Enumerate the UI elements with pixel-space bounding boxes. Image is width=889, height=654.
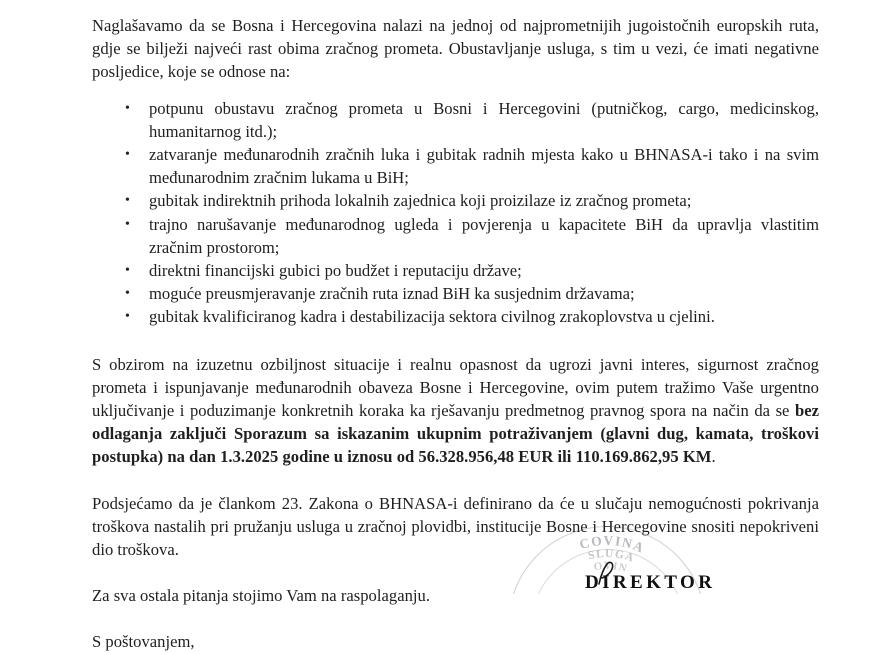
list-item-text: gubitak indirektnih prihoda lokalnih zajednica koji proizilaze iz zračnog prometa;: [149, 191, 692, 211]
bullet-icon: •: [125, 193, 130, 209]
spacer: [92, 469, 819, 492]
spacer: [92, 329, 819, 353]
reminder-paragraph: Podsjećamo da je člankom 23. Zakona o BHNASA-i definirano da će u slučaju nemogućnosti pokrivanja troškova nastalih pri pružanju usluga u zračnoj plovidbi, institucije Bosne i Hercegovine snositi nepokriveni dio troškova.: [92, 493, 819, 560]
request-tail-text: .: [711, 447, 716, 467]
spacer: [92, 607, 819, 630]
request-emphasis-text: bez odlaganja zaključi Sporazum sa iskazanim ukupnim potraživanjem (glavni dug, kamata, troškovi postupka) na dan 1.3.2025 godine u iznosu od 56.328.956,48 EUR ili 110.169.862,95 KM: [92, 401, 819, 467]
closing-offer-paragraph: Za sva ostala pitanja stojimo Vam na raspolaganju.: [92, 586, 431, 606]
intro-paragraph: Naglašavamo da se Bosna i Hercegovina nalazi na jednoj od najprometnijih jugoistočnih europskih ruta, gdje se bilježi najveći rast obima zračnog prometa. Obustavljanje usluga, s tim u vezi, će imati negativne posljedice, koje se odnose na:: [92, 16, 819, 82]
list-item-text: gubitak kvalificiranog kadra i destabilizacija sektora civilnog zrakoplovstva u cjelini.: [149, 307, 715, 327]
bullet-icon: •: [125, 263, 130, 279]
list-item: [92, 189, 819, 212]
list-item: [92, 259, 819, 282]
list-item: [92, 213, 819, 259]
list-item-text: potpunu obustavu zračnog prometa u Bosni i Hercegovini (putničkog, cargo, medicinskog, humanitarnog itd.);: [149, 98, 819, 141]
list-item: [92, 282, 819, 305]
request-lead-text: S obzirom na izuzetnu ozbiljnost situacije i realnu opasnost da ugrozi javni interes, sigurnost zračnog prometa i ispunjavanje međunarodnih obaveza Bosne i Hercegovine, ovim putem tražimo Vaše urgentno uključivanje i poduzimanje konkretnih koraka ka rješavanju predmetnog pravnog spora na način da se: [92, 354, 819, 421]
consequences-list: [92, 97, 819, 329]
document-body: [92, 14, 819, 654]
request-paragraph: [92, 353, 819, 469]
list-item-text: moguće preusmjeravanje zračnih ruta iznad BiH ka susjednim državama;: [149, 284, 635, 304]
director-title: DIREKTOR: [585, 572, 716, 593]
bullet-icon: •: [125, 286, 130, 302]
bullet-icon: •: [125, 147, 130, 163]
list-item-text: trajno narušavanje međunarodnog ugleda i povjerenja u kapacitete BiH da upravlja vlastitim zračnim prostorom;: [149, 214, 819, 257]
valediction: S poštovanjem,: [92, 632, 195, 652]
list-item: [92, 97, 819, 143]
bullet-icon: •: [125, 309, 130, 325]
list-item-text: zatvaranje međunarodnih zračnih luka i gubitak radnih mjesta kako u BHNASA-i tako i na svim međunarodnim zračnim lukama u BiH;: [149, 145, 819, 188]
seal-arc-line-2: SLUGA: [587, 547, 637, 565]
list-item-text: direktni financijski gubici po budžet i reputaciju države;: [149, 261, 522, 281]
seal-arc-line-3: OVIN: [592, 559, 629, 576]
seal-arc-line-1: COVINA: [577, 532, 647, 556]
list-item: [92, 305, 819, 328]
list-item: [92, 143, 819, 189]
bullet-icon: •: [125, 216, 130, 232]
bullet-icon: •: [125, 100, 130, 116]
